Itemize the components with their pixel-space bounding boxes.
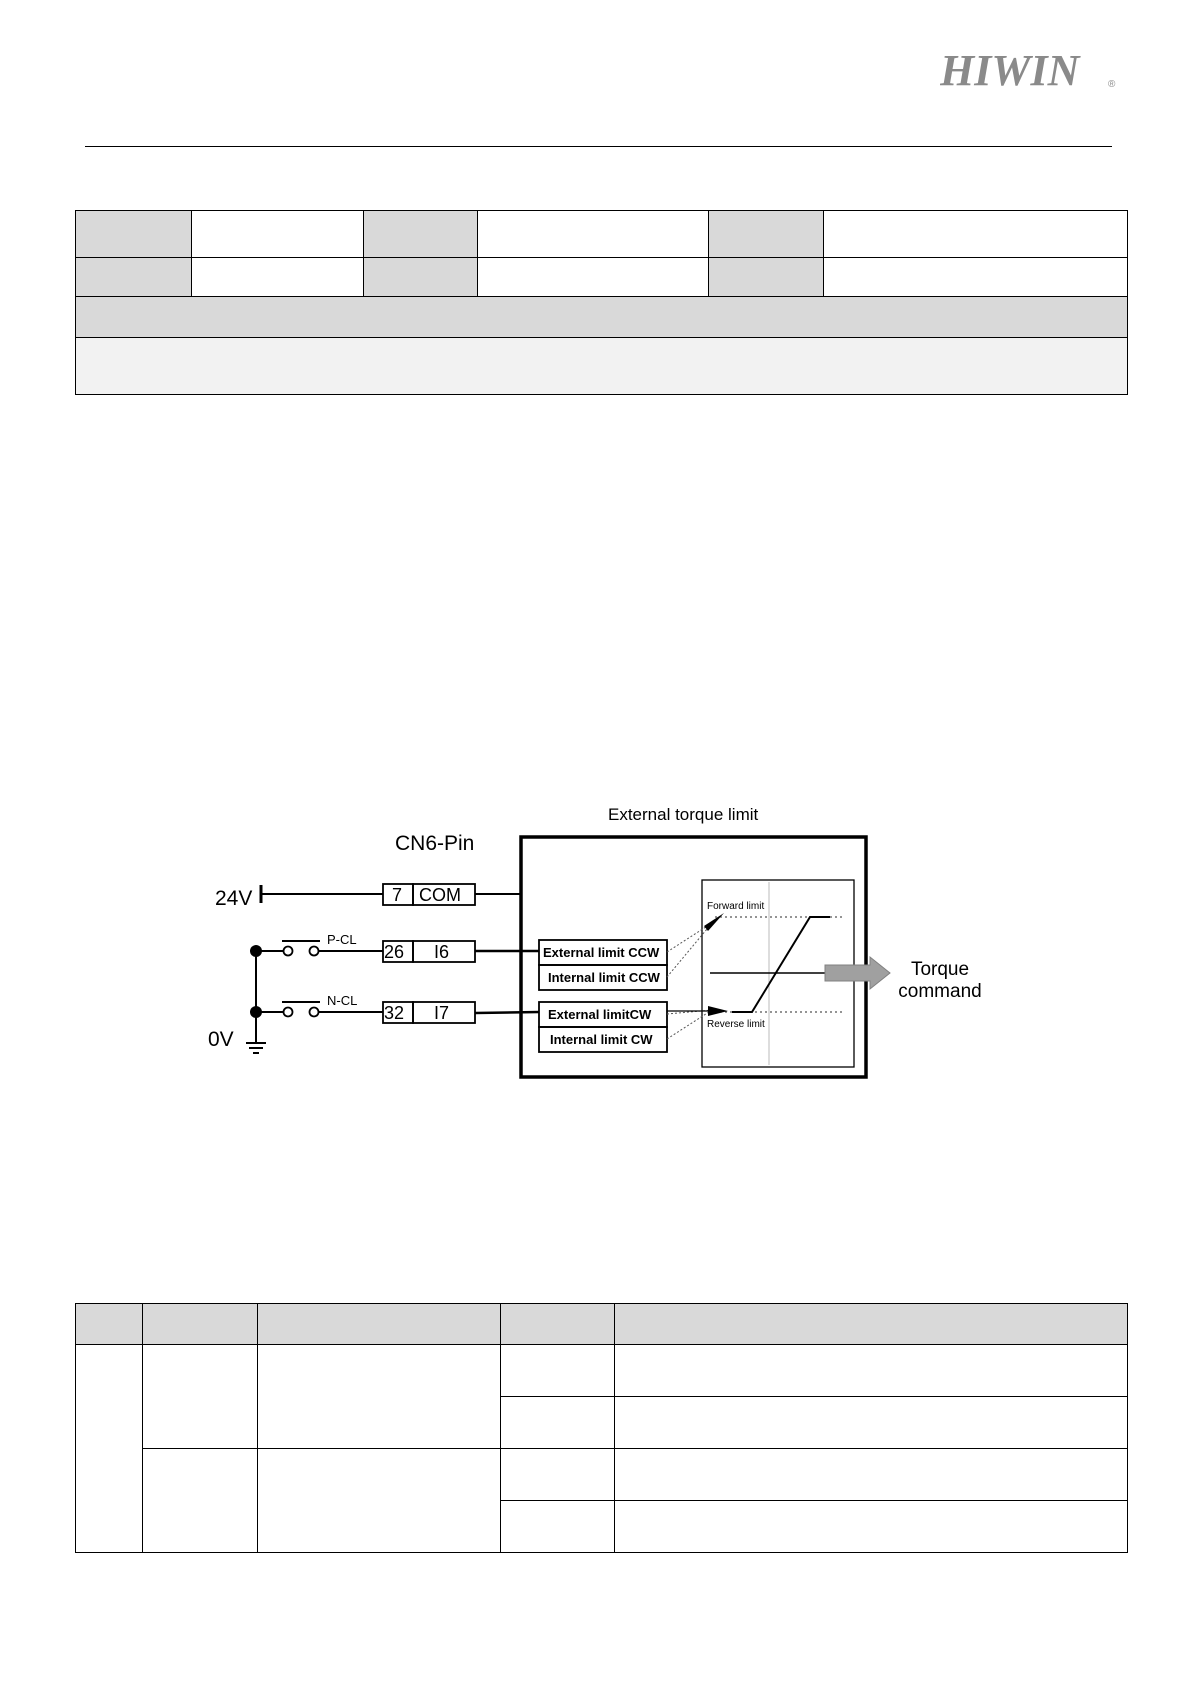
switch-contact <box>310 1008 319 1017</box>
ground-label: 0V <box>208 1028 234 1051</box>
supply-label: 24V <box>215 887 253 910</box>
param-value-cell <box>824 258 1128 297</box>
torque-curve <box>732 917 830 1012</box>
param-header-cell <box>76 211 192 258</box>
pin-26-number: 26 <box>384 942 405 962</box>
pin-7-name: COM <box>419 885 461 905</box>
io-header-cell <box>501 1304 615 1345</box>
registered-mark: ® <box>1108 79 1116 90</box>
brand-text: HIWIN <box>940 46 1080 95</box>
param-description-cell <box>76 338 1128 395</box>
forward-arrow-head <box>704 913 724 931</box>
pin-26-name: I6 <box>434 942 450 962</box>
n-cl-label: N-CL <box>327 993 358 1008</box>
io-signal-cell <box>143 1345 258 1449</box>
internal-limit-ccw-label: Internal limit CCW <box>548 970 660 985</box>
reverse-limit-label: Reverse limit <box>707 1019 765 1030</box>
p-cl-label: P-CL <box>327 932 357 947</box>
output-label-line1: Torque <box>910 959 970 980</box>
forward-limit-label: Forward limit <box>707 901 765 912</box>
io-description-cell <box>615 1501 1128 1553</box>
param-value-cell <box>478 211 709 258</box>
param-value-cell <box>824 211 1128 258</box>
param-header-cell <box>364 211 478 258</box>
io-function-cell <box>258 1345 501 1449</box>
io-signal-cell <box>143 1449 258 1553</box>
io-signal-table <box>75 1303 1128 1553</box>
io-header-cell <box>76 1304 143 1345</box>
io-description-cell <box>615 1449 1128 1501</box>
io-state-cell <box>501 1397 615 1449</box>
io-header-cell <box>143 1304 258 1345</box>
pin-32-number: 32 <box>384 1003 405 1023</box>
internal-limit-cw-label: Internal limit CW <box>550 1032 653 1047</box>
pin-32-name: I7 <box>434 1003 450 1023</box>
io-state-cell <box>501 1501 615 1553</box>
io-state-cell <box>501 1345 615 1397</box>
io-header-cell <box>615 1304 1128 1345</box>
switch-contact <box>310 947 319 956</box>
hiwin-logo <box>940 45 1120 95</box>
i7-wire <box>475 1012 539 1013</box>
reverse-arrow-head <box>708 1006 728 1016</box>
external-limit-ccw-label: External limit CCW <box>543 945 660 960</box>
io-state-cell <box>501 1449 615 1501</box>
io-description-cell <box>615 1345 1128 1397</box>
parameter-table <box>75 210 1128 395</box>
switch-contact <box>284 1008 293 1017</box>
output-label-line2: command <box>898 981 982 1002</box>
diagram-title: External torque limit <box>608 805 759 824</box>
param-section-header <box>76 297 1128 338</box>
io-header-cell <box>258 1304 501 1345</box>
external-limit-cw-label: External limitCW <box>548 1007 652 1022</box>
switch-contact <box>284 947 293 956</box>
torque-limit-wiring-diagram <box>200 805 1030 1090</box>
io-group-cell <box>76 1345 143 1553</box>
io-function-cell <box>258 1449 501 1553</box>
param-header-cell <box>76 258 192 297</box>
param-value-cell <box>192 258 364 297</box>
header-rule <box>85 146 1112 147</box>
torque-output-arrow <box>825 957 890 989</box>
param-value-cell <box>478 258 709 297</box>
param-header-cell <box>364 258 478 297</box>
param-header-cell <box>709 258 824 297</box>
connector-label: CN6-Pin <box>395 832 475 855</box>
param-value-cell <box>192 211 364 258</box>
param-header-cell <box>709 211 824 258</box>
pin-7-number: 7 <box>392 885 403 905</box>
io-description-cell <box>615 1397 1128 1449</box>
